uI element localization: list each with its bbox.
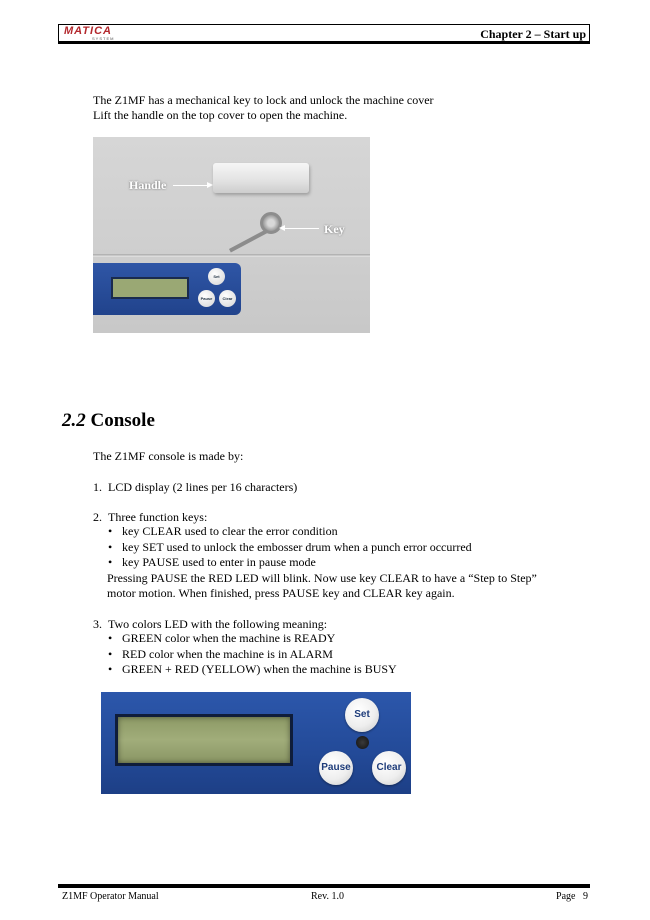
key-shaft xyxy=(229,229,268,252)
section-title: Console xyxy=(90,410,155,431)
pause-button: Pause xyxy=(319,751,353,785)
list-item-led: 3. Two colors LED with the following meaning: xyxy=(93,617,328,631)
chapter-title: Chapter 2 – Start up xyxy=(480,27,586,41)
matica-logo: MATICA xyxy=(64,25,112,37)
handle-label: Handle xyxy=(129,178,167,192)
intro-line-1: The Z1MF has a mechanical key to lock and unlock the machine cover xyxy=(93,93,434,107)
cover-seam xyxy=(93,254,370,257)
footer-revision: Rev. 1.0 xyxy=(311,891,344,902)
pause-note-line-2: motor motion. When finished, press PAUSE key and CLEAR key again. xyxy=(107,586,455,600)
list-item: • key SET used to unlock the embosser drum when a punch error occurred xyxy=(107,540,472,556)
handle-key-photo xyxy=(93,137,370,333)
handle-arrow xyxy=(173,185,207,186)
clear-button-small: Clear xyxy=(219,290,236,307)
function-keys-list xyxy=(107,524,472,571)
handle-arrow-head xyxy=(207,182,213,188)
footer-page-number: Page 9 xyxy=(556,891,588,902)
key-arrow-head xyxy=(279,225,285,231)
list-item: • key PAUSE used to enter in pause mode xyxy=(107,555,472,571)
console-panel-small xyxy=(93,263,241,315)
matica-logo-subtitle: SYSTEM xyxy=(92,36,115,41)
status-led xyxy=(356,736,369,749)
section-number: 2.2 xyxy=(62,410,86,431)
key-label: Key xyxy=(324,222,345,236)
section-heading xyxy=(62,410,155,432)
footer-manual-title: Z1MF Operator Manual xyxy=(62,891,159,902)
list-item: • key CLEAR used to clear the error condition xyxy=(107,524,472,540)
console-photo xyxy=(101,692,411,794)
set-button: Set xyxy=(345,698,379,732)
set-button-small: Set xyxy=(208,268,225,285)
cover-handle xyxy=(213,163,309,193)
lcd-display xyxy=(115,714,293,766)
pause-note-line-1: Pressing PAUSE the RED LED will blink. Now use key CLEAR to have a “Step to Step” xyxy=(107,571,537,585)
console-lead: The Z1MF console is made by: xyxy=(93,449,244,463)
list-item: • GREEN color when the machine is READY xyxy=(107,631,397,647)
list-item: • RED color when the machine is in ALARM xyxy=(107,647,397,663)
pause-button-small: Pause xyxy=(198,290,215,307)
list-item-lcd: 1. LCD display (2 lines per 16 characters) xyxy=(93,480,298,494)
key-arrow xyxy=(285,228,319,229)
list-item: • GREEN + RED (YELLOW) when the machine is BUSY xyxy=(107,662,397,678)
intro-line-2: Lift the handle on the top cover to open the machine. xyxy=(93,108,348,122)
footer-rule xyxy=(58,884,590,888)
lcd-display-small xyxy=(111,277,189,299)
clear-button: Clear xyxy=(372,751,406,785)
led-meaning-list xyxy=(107,631,397,678)
list-item-function-keys: 2. Three function keys: xyxy=(93,510,208,524)
